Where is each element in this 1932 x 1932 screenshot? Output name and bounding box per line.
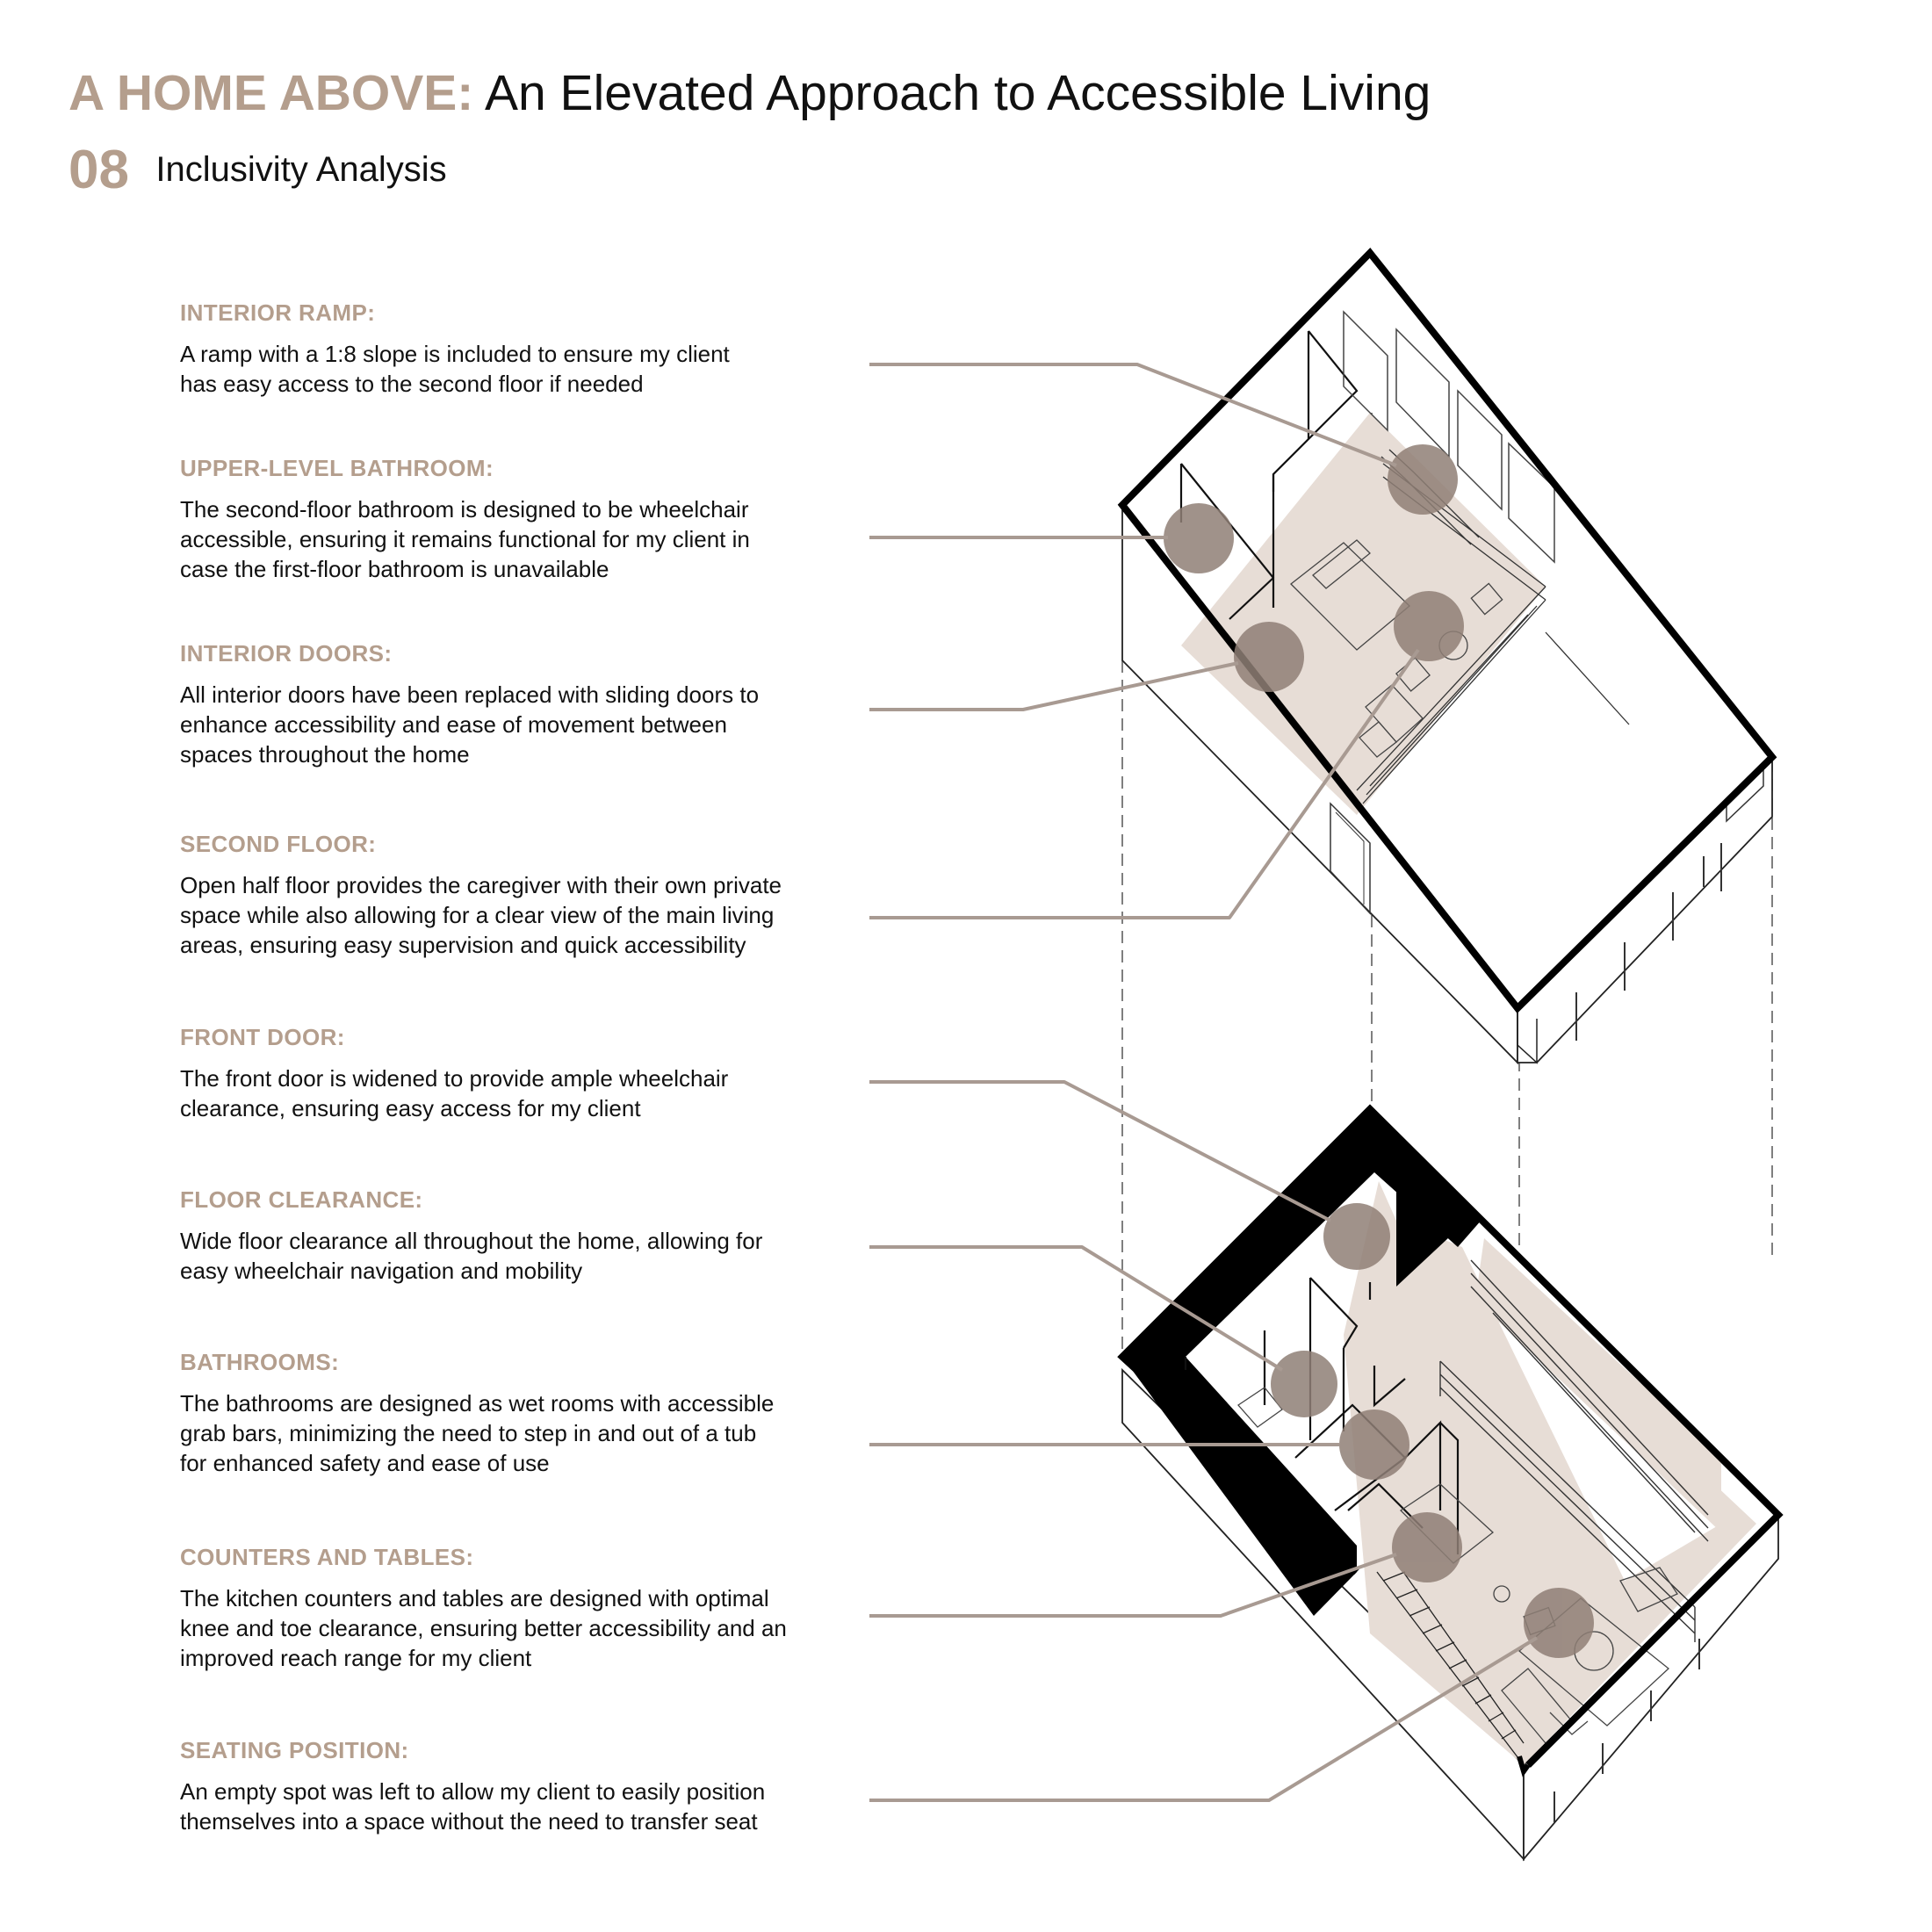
annotation-line: The bathrooms are designed as wet rooms with accessible: [180, 1390, 775, 1417]
annotation-line: The front door is widened to provide ample wheelchair: [180, 1065, 729, 1092]
section-number: 08: [68, 140, 129, 200]
annotation-line: Open half floor provides the caregiver with their own private: [180, 872, 782, 898]
marker-interior-ramp: [1388, 444, 1458, 515]
annotation-heading: SECOND FLOOR:: [180, 831, 377, 857]
annotation-heading: INTERIOR DOORS:: [180, 640, 393, 667]
section-title: Inclusivity Analysis: [155, 150, 447, 189]
ground-floor-model: [1122, 1109, 1778, 1859]
annotation-line: spaces throughout the home: [180, 741, 470, 768]
annotation-line: has easy access to the second floor if needed: [180, 371, 644, 397]
annotation-heading: FLOOR CLEARANCE:: [180, 1186, 423, 1213]
annotation-heading: COUNTERS AND TABLES:: [180, 1544, 474, 1570]
annotation-line: An empty spot was left to allow my client to easily position: [180, 1778, 766, 1805]
annotation-heading: SEATING POSITION:: [180, 1737, 409, 1763]
annotation-line: enhance accessibility and ease of movement between: [180, 711, 727, 738]
leader-interior-ramp: [869, 364, 1396, 465]
annotation-line: knee and toe clearance, ensuring better accessibility and an: [180, 1615, 787, 1641]
annotation-line: themselves into a space without the need to transfer seat: [180, 1808, 758, 1835]
annotation-line: A ramp with a 1:8 slope is included to ensure my client: [180, 341, 730, 367]
marker-floor-clearance: [1271, 1351, 1337, 1417]
leader-front-door: [869, 1082, 1330, 1221]
annotation-heading: INTERIOR RAMP:: [180, 299, 376, 326]
marker-upper-bathroom: [1164, 503, 1234, 573]
annotation-line: accessible, ensuring it remains functional for my client in: [180, 526, 750, 552]
annotation-line: easy wheelchair navigation and mobility: [180, 1258, 583, 1284]
marker-front-door: [1323, 1203, 1390, 1270]
annotation-line: The kitchen counters and tables are designed with optimal: [180, 1585, 769, 1611]
annotation-line: improved reach range for my client: [180, 1645, 532, 1671]
annotation-line: for enhanced safety and ease of use: [180, 1450, 550, 1476]
marker-seating-position: [1524, 1588, 1594, 1658]
annotation-line: The second-floor bathroom is designed to be wheelchair: [180, 496, 749, 523]
title-text: An Elevated Approach to Accessible Living: [485, 65, 1431, 121]
upper-floor-model: [1122, 253, 1772, 1063]
annotation-line: clearance, ensuring easy access for my client: [180, 1095, 641, 1121]
annotation-line: areas, ensuring easy supervision and quick accessibility: [180, 932, 746, 958]
annotation-heading: FRONT DOOR:: [180, 1024, 345, 1050]
title-accent: A HOME ABOVE:: [68, 65, 474, 121]
annotation-heading: UPPER-LEVEL BATHROOM:: [180, 455, 494, 481]
annotation-line: grab bars, minimizing the need to step in and out of a tub: [180, 1420, 757, 1446]
annotation-line: space while also allowing for a clear view of the main living: [180, 902, 775, 928]
annotation-line: All interior doors have been replaced with sliding doors to: [180, 681, 760, 708]
annotation-line: case the first-floor bathroom is unavailable: [180, 556, 609, 582]
marker-bathrooms: [1339, 1409, 1409, 1480]
marker-counters-tables: [1392, 1512, 1462, 1582]
marker-interior-doors: [1234, 622, 1304, 692]
annotation-heading: BATHROOMS:: [180, 1349, 340, 1375]
annotation-line: Wide floor clearance all throughout the home, allowing for: [180, 1228, 763, 1254]
marker-second-floor: [1394, 591, 1464, 661]
